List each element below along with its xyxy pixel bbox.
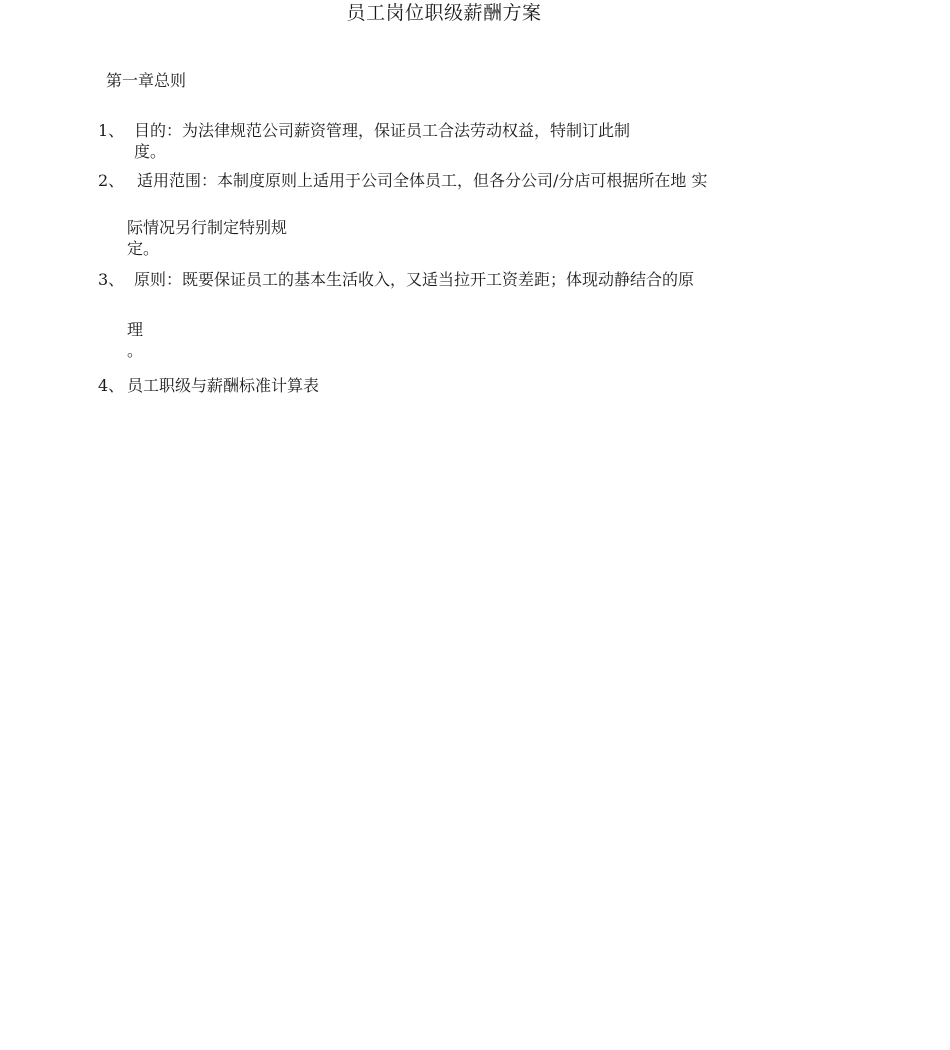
item-number: 2、	[98, 171, 125, 190]
document-title: 员工岗位职级薪酬方案	[346, 2, 542, 24]
chapter-heading: 第一章总则	[106, 71, 187, 90]
item-number: 4、	[98, 376, 125, 395]
item-text-line: 适用范围：本制度原则上适用于公司全体员工，但各分公司/分店可根据所在地 实	[137, 171, 708, 190]
item-text-line: 度。	[134, 142, 167, 161]
item-text-line: 原则：既要保证员工的基本生活收入，又适当拉开工资差距；体现动静结合的原	[134, 270, 695, 289]
item-text-line: 员工职级与薪酬标准计算表	[127, 376, 320, 395]
item-text-line: 目的：为法律规范公司薪资管理，保证员工合法劳动权益，特制订此制	[134, 121, 631, 140]
item-text-line: 定。	[127, 239, 160, 258]
item-number: 3、	[98, 270, 125, 289]
item-text-line: 理	[127, 320, 144, 339]
item-text-line: 际情况另行制定特别规	[127, 218, 288, 237]
item-text-line: 。	[127, 341, 144, 360]
item-number: 1、	[98, 121, 125, 140]
